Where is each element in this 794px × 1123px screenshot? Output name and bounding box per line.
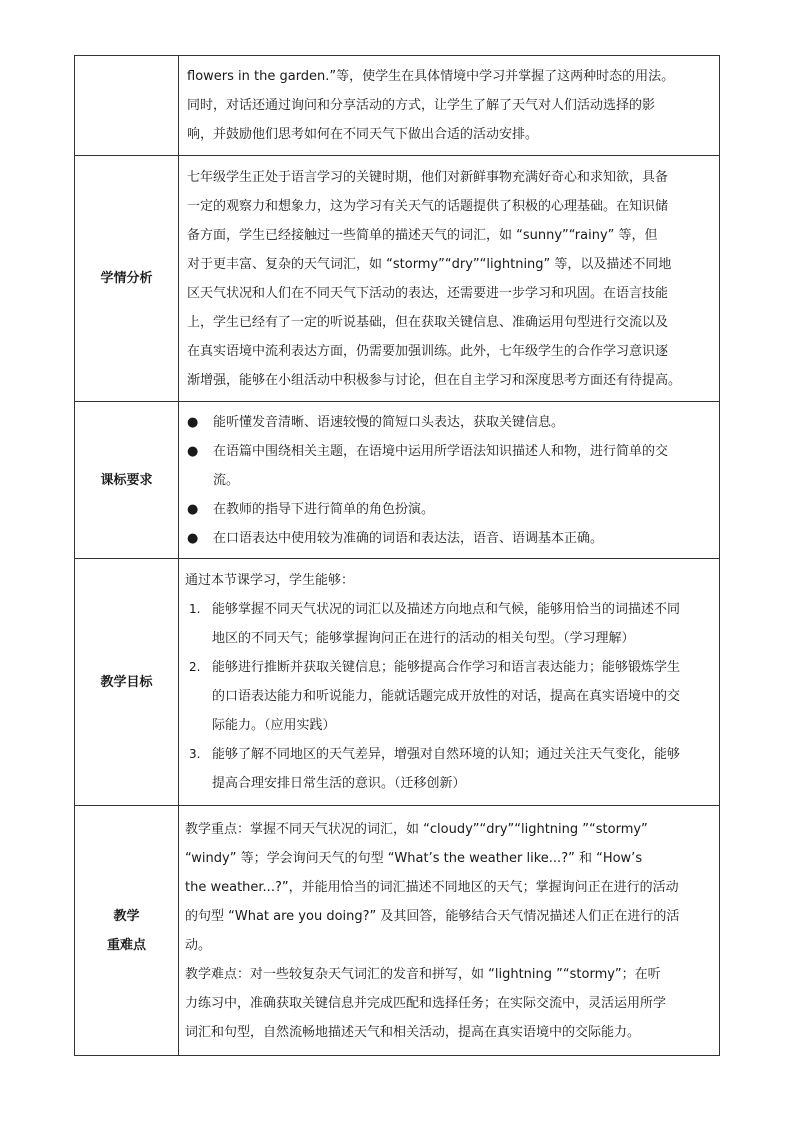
list-item — [179, 437, 713, 495]
student-analysis-cell — [179, 156, 720, 402]
row-label-student-analysis: 学情分析 — [75, 156, 179, 402]
objective-line: 地区的不同天气；能够掌握询问正在进行的活动的相关句型。（学习理解） — [212, 631, 635, 646]
key-points-cell — [179, 806, 720, 1056]
item-number: 1. — [189, 602, 201, 616]
list-item — [179, 495, 713, 524]
curriculum-cell — [179, 402, 720, 559]
item-number: 3. — [189, 747, 201, 761]
objectives-list — [185, 595, 713, 798]
list-item — [185, 653, 713, 740]
row-label-key-points — [75, 806, 179, 1056]
curriculum-item-text: 在口语表达中使用较为准确的词语和表达法，语音、语调基本正确。 — [213, 530, 604, 546]
list-item — [185, 595, 713, 653]
curriculum-item-text: 在语篇中围绕相关主题，在语境中运用所学语法知识描述人和物，进行简单的交 — [213, 443, 669, 459]
difficulty-line: 教学难点：对一些较复杂天气词汇的发音和拼写，如 “lightning ”“stormy”；在听 — [185, 966, 661, 982]
analysis-line: 渐增强，能够在小组活动中积极参与讨论，但在自主学习和深度思考方面还有待提高。 — [187, 372, 682, 388]
row-label-empty — [75, 56, 179, 156]
analysis-line: 一定的观察力和想象力，这为学习有关天气的话题提供了积极的心理基础。在知识储 — [187, 198, 669, 214]
objective-line: 际能力。（应用实践） — [212, 718, 336, 733]
analysis-line: 七年级学生正处于语言学习的关键时期，他们对新鲜事物充满好奇心和求知欲，具备 — [187, 169, 669, 185]
analysis-line: 对于更丰富、复杂的天气词汇，如 “stormy”“dry”“lightning” 等，以及描述不同地 — [187, 256, 672, 272]
objective-line: 的口语表达能力和听说能力，能就话题完成开放性的对话，提高在真实语境中的交 — [212, 689, 681, 704]
analysis-line: 在真实语境中流利表达方面，仍需要加强训练。此外，七年级学生的合作学习意识逐 — [187, 343, 669, 359]
list-item — [179, 408, 713, 437]
bullet-icon: ● — [187, 443, 199, 459]
difficulty-line: 力练习中，准确获取关键信息并完成匹配和选择任务；在实际交流中，灵活运用所学 — [185, 995, 667, 1011]
continuation-line: flowers in the garden.”等，使学生在具体情境中学习并掌握了这两种时态的用法。 — [187, 69, 675, 84]
continuation-cell — [179, 56, 720, 156]
bullet-icon: ● — [187, 414, 199, 430]
objectives-cell — [179, 559, 720, 806]
bullet-icon: ● — [187, 530, 199, 546]
objectives-intro: 通过本节课学习，学生能够： — [185, 573, 355, 588]
analysis-line: 上，学生已经有了一定的听说基础，但在获取关键信息、准确运用句型进行交流以及 — [187, 314, 669, 330]
objective-line: 能够了解不同地区的天气差异，增强对自然环境的认知；通过关注天气变化，能够 — [212, 747, 681, 762]
item-number: 2. — [189, 660, 201, 674]
focus-line: the weather...?”，并能用恰当的词汇描述不同地区的天气；掌握询问正在进行的活动 — [185, 879, 679, 895]
objective-line: 能够掌握不同天气状况的词汇以及描述方向地点和气候，能够用恰当的词描述不同 — [212, 602, 681, 617]
bullet-icon: ● — [187, 501, 199, 517]
analysis-line: 区天气状况和人们在不同天气下活动的表达，还需要进一步学习和巩固。在语言技能 — [187, 285, 669, 301]
row-label-objectives: 教学目标 — [75, 559, 179, 806]
list-item — [185, 740, 713, 798]
row-label-curriculum: 课标要求 — [75, 402, 179, 559]
lesson-plan-table — [74, 55, 720, 1056]
row-curriculum — [75, 402, 720, 559]
curriculum-item-text: 能听懂发音清晰、语速较慢的简短口头表达，获取关键信息。 — [213, 414, 565, 430]
row-continuation — [75, 56, 720, 156]
curriculum-item-text: 流。 — [213, 472, 240, 488]
label-line: 重难点 — [106, 937, 146, 953]
row-objectives — [75, 559, 720, 806]
row-student-analysis — [75, 156, 720, 402]
continuation-line: 同时，对话还通过询问和分享活动的方式，让学生了解了天气对人们活动选择的影 — [187, 98, 656, 113]
difficulty-line: 词汇和句型，自然流畅地描述天气和相关活动，提高在真实语境中的交际能力。 — [185, 1024, 641, 1040]
focus-line: 动。 — [185, 937, 212, 953]
focus-line: 教学重点：掌握不同天气状况的词汇，如 “cloudy”“dry”“lightning ”“stormy” — [185, 821, 648, 837]
analysis-line: 备方面，学生已经接触过一些简单的描述天气的词汇，如 “sunny”“rainy” 等，但 — [187, 227, 658, 243]
row-key-points — [75, 806, 720, 1056]
label-line: 教学 — [113, 908, 140, 924]
curriculum-item-text: 在教师的指导下进行简单的角色扮演。 — [213, 501, 435, 517]
focus-line: 的句型 “What are you doing?” 及其回答，能够结合天气情况描述人们正在进行的活 — [185, 908, 680, 924]
list-item — [179, 524, 713, 553]
focus-line: “windy” 等；学会询问天气的句型 “What’s the weather like...?” 和 “How’s — [185, 850, 643, 866]
objective-line: 能够进行推断并获取关键信息；能够提高合作学习和语言表达能力；能够锻炼学生 — [212, 660, 681, 675]
continuation-line: 响，并鼓励他们思考如何在不同天气下做出合适的活动安排。 — [187, 127, 539, 142]
curriculum-list — [179, 408, 713, 553]
objective-line: 提高合理安排日常生活的意识。（迁移创新） — [212, 776, 466, 791]
